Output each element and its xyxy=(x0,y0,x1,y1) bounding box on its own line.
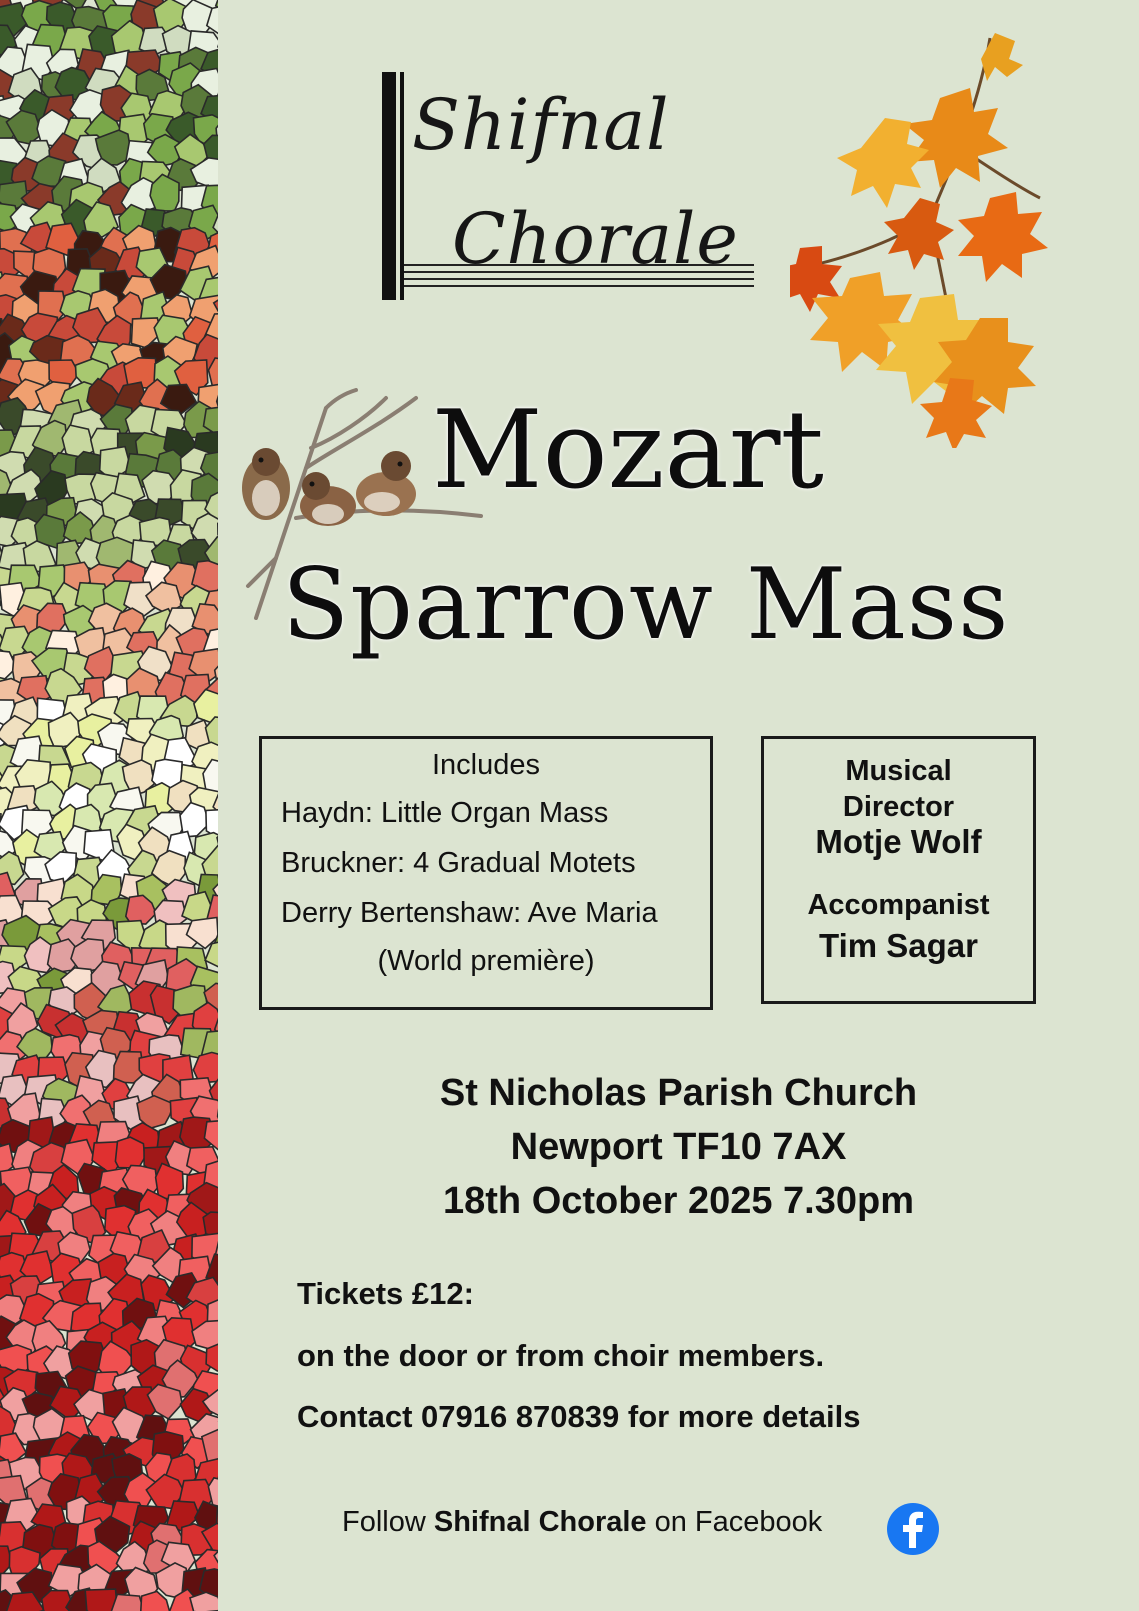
logo-word-shifnal: Shifnal xyxy=(412,84,670,166)
program-work: Derry Bertenshaw: Ave Maria xyxy=(281,897,658,929)
follow-suffix: on Facebook xyxy=(646,1506,823,1538)
logo-word-chorale: Chorale xyxy=(452,198,739,280)
credits-box xyxy=(761,736,1036,1004)
ticket-contact: Contact 07916 870839 for more details xyxy=(297,1399,861,1434)
program-work: Bruckner: 4 Gradual Motets xyxy=(281,847,636,879)
director-role: Musical xyxy=(845,755,952,787)
shifnal-chorale-logo xyxy=(382,72,777,312)
venue-address: Newport TF10 7AX xyxy=(510,1126,847,1168)
director-name: Motje Wolf xyxy=(815,823,982,860)
program-work: Haydn: Little Organ Mass xyxy=(281,797,609,829)
venue-name: St Nicholas Parish Church xyxy=(439,1072,918,1114)
title-work: Sparrow Mass xyxy=(282,548,1010,662)
ticket-availability: on the door or from choir members. xyxy=(297,1338,825,1373)
stained-glass-mosaic-strip xyxy=(0,0,218,1611)
follow-prefix: Follow xyxy=(342,1506,434,1538)
mosaic-tile xyxy=(115,1137,144,1168)
event-datetime: 18th October 2025 7.30pm xyxy=(443,1180,914,1222)
program-heading: Includes xyxy=(431,749,540,781)
autumn-leaves-illustration xyxy=(790,28,1080,448)
accompanist-role: Accompanist xyxy=(807,889,990,921)
follow-name: Shifnal Chorale xyxy=(433,1506,647,1538)
facebook-icon[interactable] xyxy=(886,1502,940,1556)
program-note: (World première) xyxy=(377,945,595,977)
title-composer: Mozart xyxy=(432,388,824,513)
facebook-follow-text xyxy=(342,1506,822,1539)
director-role: Director xyxy=(842,791,955,823)
accompanist-name: Tim Sagar xyxy=(819,927,978,964)
program-box xyxy=(259,736,713,1010)
mosaic-tile xyxy=(111,1594,146,1611)
ticket-price: Tickets £12: xyxy=(297,1276,474,1311)
